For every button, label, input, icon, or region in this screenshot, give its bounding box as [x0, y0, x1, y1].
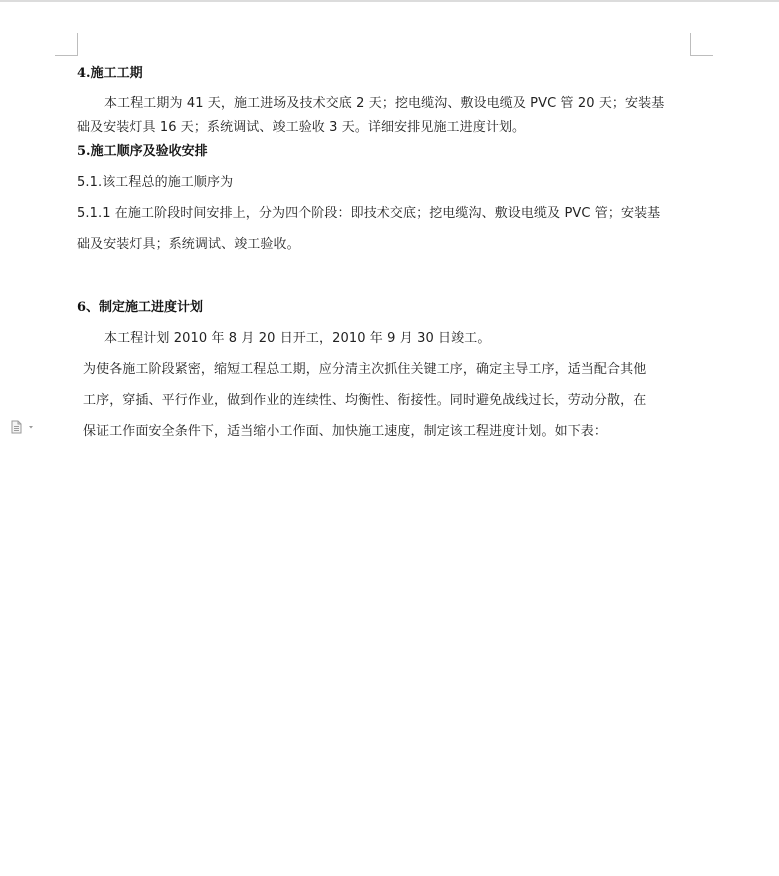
page-top-edge: [0, 0, 779, 2]
section-6-body-line-1: 为使各施工阶段紧密，缩短工程总工期，应分清主次抓住关键工序，确定主导工序，适当配合其他: [83, 362, 647, 377]
chevron-down-icon: [29, 426, 33, 429]
section-6-body-line-3: 保证工作面安全条件下，适当缩小工作面、加快施工速度，制定该工程进度计划。如下表：: [83, 424, 608, 439]
section-5-heading: 5.施工顺序及验收安排: [77, 144, 208, 159]
page-margin-marker-top-right: [690, 33, 713, 56]
section-6-intro: 本工程计划 2010 年 8 月 20 日开工，2010 年 9 月 30 日竣工。: [104, 331, 491, 346]
document-icon: [10, 420, 36, 434]
section-6-body-line-2: 工序，穿插、平行作业，做到作业的连续性、均衡性、衔接性。同时避免战线过长，劳动分散，在: [83, 393, 647, 408]
section-5-1-1-line-2: 础及安装灯具；系统调试、竣工验收。: [77, 237, 300, 252]
page-margin-marker-top-left: [55, 33, 78, 56]
section-5-1-text: 5.1.该工程总的施工顺序为: [77, 175, 234, 190]
section-5-1-1-line-1: 5.1.1 在施工阶段时间安排上，分为四个阶段：即技术交底；挖电缆沟、敷设电缆及 PVC 管；安装基: [77, 206, 661, 221]
section-4-heading: 4.施工工期: [77, 66, 143, 81]
section-6-heading: 6、制定施工进度计划: [77, 300, 204, 315]
paragraph-menu-button[interactable]: [10, 419, 36, 433]
section-4-line-1: 本工程工期为 41 天，施工进场及技术交底 2 天；挖电缆沟、敷设电缆及 PVC 管 20 天；安装基: [104, 96, 665, 111]
section-4-line-2: 础及安装灯具 16 天；系统调试、竣工验收 3 天。详细安排见施工进度计划。: [77, 120, 526, 135]
